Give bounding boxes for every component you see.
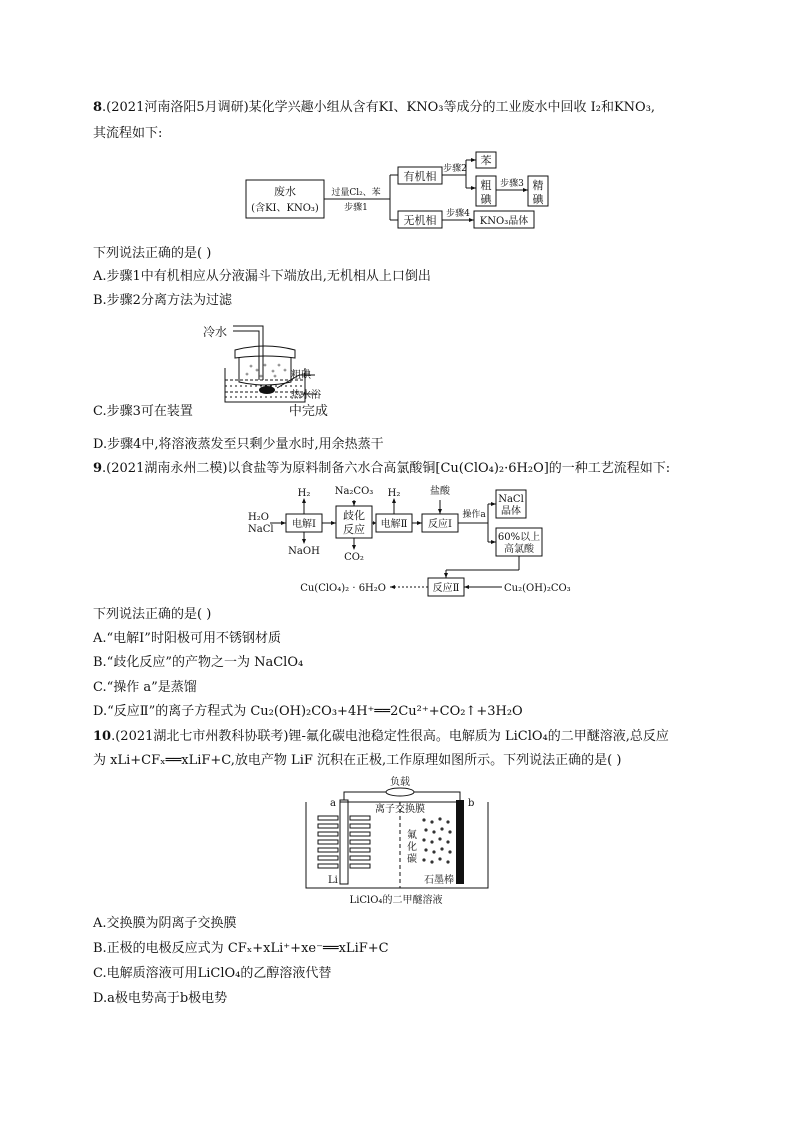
q9-electrolysis-1: 电解Ⅰ	[292, 519, 316, 530]
q9-question: 下列说法正确的是( )	[93, 607, 212, 622]
q8-crude-iodine-2: 碘	[480, 193, 492, 206]
q8-option-a: A.步骤1中有机相应从分液漏斗下端放出,无机相从上口倒出	[93, 269, 431, 284]
q9-hcl-input: 盐酸	[430, 486, 450, 497]
q8-flowchart	[240, 148, 560, 238]
q8-stem-text: .(2021河南洛阳5月调研)某化学兴趣小组从含有KI、KNO₃等成分的工业废水中回收 I₂和KNO₃,	[102, 100, 656, 115]
q10-cf-label-3: 碳	[407, 854, 417, 865]
q10-li-label: Li	[328, 875, 338, 886]
q10-electrode-b: b	[468, 798, 475, 809]
q10-battery-diagram	[300, 772, 500, 908]
q9-option-c: C.“操作 a”是蒸馏	[93, 680, 197, 695]
q9-co2-output: CO₂	[344, 552, 364, 563]
q10-graphite-label: 石墨棒	[424, 875, 454, 886]
q9-option-b: B.“歧化反应”的产物之一为 NaClO₄	[93, 655, 304, 670]
q9-nacl-input: NaCl	[248, 524, 274, 535]
q8-step3-label: 步骤3	[500, 179, 524, 189]
q10-option-b: B.正极的电极反应式为 CFₓ+xLi⁺+xe⁻══xLiF+C	[93, 941, 389, 956]
q9-na2co3-input: Na₂CO₃	[334, 486, 374, 497]
q10-stem-line2: 为 xLi+CFₓ══xLiF+C,放电产物 LiF 沉积在正极,工作原理如图所示。下列说法正确的是( )	[93, 753, 622, 768]
q9-stem	[93, 460, 670, 478]
q10-cf-label-2: 化	[407, 842, 417, 853]
q9-h2-output-1: H₂	[297, 488, 311, 499]
q8-reagent-label: 过量Cl₂、苯	[331, 188, 381, 198]
q9-reaction-1: 反应Ⅰ	[428, 519, 452, 530]
q9-h2-output-2: H₂	[387, 488, 401, 499]
q9-number: 9	[93, 461, 103, 476]
q9-naoh-output: NaOH	[288, 546, 320, 557]
q9-flowchart	[240, 480, 571, 602]
q9-disproportion-1: 歧化	[343, 509, 365, 522]
q8-crude-iodine-label: 粗碘	[291, 370, 311, 381]
q9-basic-copper-carbonate: Cu₂(OH)₂CO₃	[504, 583, 571, 594]
q8-step1-label: 步骤1	[344, 203, 368, 213]
q8-option-c-post: 中完成	[288, 404, 328, 419]
q8-inorganic-phase: 无机相	[403, 214, 437, 227]
q8-option-c	[93, 403, 328, 421]
q10-load-label: 负载	[390, 777, 410, 788]
q10-electrode-a: a	[330, 798, 336, 809]
q9-nacl-crystal-2: 晶体	[501, 506, 521, 517]
q8-stem-line2: 其流程如下:	[93, 126, 163, 141]
q8-option-d: D.步骤4中,将溶液蒸发至只剩少量水时,用余热蒸干	[93, 437, 384, 452]
q9-option-d: D.“反应Ⅱ”的离子方程式为 Cu₂(OH)₂CO₃+4H⁺══2Cu²⁺+CO₂↑+3H₂O	[93, 704, 523, 719]
q9-reaction-2: 反应Ⅱ	[432, 583, 460, 594]
q9-stem-text: .(2021湖南永州二模)以食盐等为原料制备六水合高氯酸铜[Cu(ClO₄)₂·6H₂O]的一种工艺流程如下:	[102, 461, 671, 476]
q8-number: 8	[93, 100, 103, 115]
q10-stem-line1	[93, 728, 669, 746]
q8-pure-iodine-1: 精	[532, 179, 544, 192]
q8-organic-phase: 有机相	[403, 170, 437, 183]
q10-number: 10	[93, 729, 112, 744]
q8-option-b: B.步骤2分离方法为过滤	[93, 293, 232, 308]
q9-final-product: Cu(ClO₄)₂ · 6H₂O	[300, 583, 386, 594]
q8-hot-bath-label: 热水浴	[291, 390, 321, 401]
q10-caption: LiClO₄的二甲醚溶液	[349, 895, 443, 906]
q9-perchloric-acid-2: 高氯酸	[504, 544, 534, 555]
q8-kno3-crystal: KNO₃晶体	[479, 216, 529, 227]
q9-electrolysis-2: 电解Ⅱ	[380, 519, 408, 530]
q8-waste-label: 废水	[274, 185, 296, 198]
q8-cold-water-label: 冷水	[203, 325, 228, 339]
q9-disproportion-2: 反应	[343, 523, 365, 536]
q8-question: 下列说法正确的是( )	[93, 246, 212, 261]
q10-option-d: D.a极电势高于b极电势	[93, 991, 228, 1006]
q8-option-c-pre: C.步骤3可在装置	[93, 404, 193, 419]
q10-stem-text: .(2021湖北七市州教科协联考)锂-氟化碳电池稳定性很高。电解质为 LiClO₄的二甲醚溶液,总反应	[111, 729, 669, 744]
q8-stem-line1	[93, 99, 655, 117]
q9-h2o-input: H₂O	[248, 512, 269, 523]
q8-waste-composition: (含KI、KNO₃)	[251, 203, 319, 214]
q9-perchloric-acid-1: 60%以上	[497, 532, 541, 543]
q8-step4-label: 步骤4	[446, 209, 470, 219]
q8-crude-iodine-1: 粗	[480, 179, 492, 192]
q8-pure-iodine-2: 碘	[532, 193, 544, 206]
q9-operation-a: 操作a	[462, 510, 486, 520]
q10-option-c: C.电解质溶液可用LiClO₄的乙醇溶液代替	[93, 966, 332, 981]
q8-step2-label: 步骤2	[443, 164, 467, 174]
q10-cf-label-1: 氟	[407, 830, 417, 841]
q9-nacl-crystal-1: NaCl	[498, 494, 524, 505]
q10-option-a: A.交换膜为阴离子交换膜	[93, 916, 237, 931]
q10-membrane-label: 离子交换膜	[375, 804, 425, 815]
q9-option-a: A.“电解Ⅰ”时阳极可用不锈钢材质	[93, 631, 281, 646]
q8-benzene-label: 苯	[480, 154, 492, 167]
